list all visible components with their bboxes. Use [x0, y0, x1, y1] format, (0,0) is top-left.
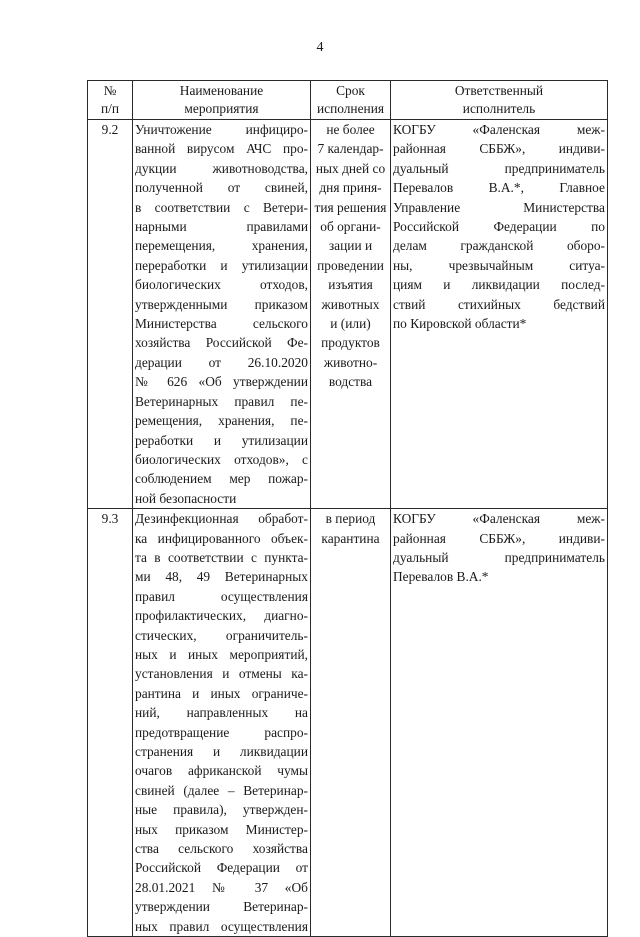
text-line: в соответствии с Ветери-: [135, 199, 308, 215]
text-line: очагов африканской чумы: [135, 763, 308, 779]
text-line: утверждении Ветеринар-: [135, 899, 308, 915]
text-line: в период: [325, 511, 376, 527]
header-resp: [391, 81, 608, 120]
responsible-executor: [391, 509, 608, 937]
text-line: дня приня-: [319, 180, 382, 196]
text-line: Уничтожение инфициро-: [135, 122, 308, 137]
text-line: 28.01.2021 № 37 «Об: [135, 879, 308, 895]
text-line: реработки и утилизации: [135, 432, 308, 448]
text-line: изъятия: [328, 277, 373, 293]
text-line: свиней (далее – Ветеринар-: [135, 782, 308, 798]
text-line: Министерства сельского: [135, 316, 308, 332]
responsible-executor: [391, 120, 608, 509]
text-line: перемещения, хранения,: [135, 238, 308, 254]
text-line: странения и ликвидации: [135, 744, 308, 759]
text-line: полученной от свиней,: [135, 180, 308, 196]
text-line: ных правил осуществления: [135, 918, 308, 934]
header-num: [88, 81, 133, 120]
text-line: ванной вирусом АЧС про-: [135, 141, 308, 157]
text-line: биологических отходов,: [135, 277, 308, 293]
table-row: [88, 120, 608, 509]
measure-name: [133, 509, 311, 937]
text-line: профилактических, диагно-: [135, 608, 308, 624]
text-line: Ветеринарных правил пе-: [135, 393, 308, 409]
text-line: переработки и утилизации: [135, 257, 308, 273]
text-line: ных приказом Министер-: [135, 821, 308, 837]
text-line: ные правила), утвержден-: [135, 802, 308, 818]
text-line: дуальный предприниматель: [393, 160, 605, 176]
text-line: ных и иных мероприятий,: [135, 646, 308, 662]
text-line: водства: [328, 374, 373, 390]
header-term: [311, 81, 391, 120]
text-line: карантина: [321, 530, 380, 546]
text-line: ремещения, хранения, пе-: [135, 413, 308, 429]
text-line: хозяйства Российской Фе-: [135, 335, 308, 351]
header-name-line: мероприятия: [184, 101, 259, 116]
text-line: соблюдением мер пожар-: [135, 471, 308, 487]
text-line: ства сельского хозяйства: [135, 841, 308, 857]
text-line: ной безопасности: [135, 490, 237, 506]
text-line: Российской Федерации от: [135, 860, 308, 876]
header-num-line: п/п: [100, 101, 120, 116]
text-line: об органи-: [320, 219, 381, 235]
text-line: и (или): [330, 316, 371, 332]
text-line: биологических отходов», с: [135, 451, 308, 467]
text-line: ны, чрезвычайным ситуа-: [393, 257, 605, 273]
header-term-line: Срок: [336, 83, 365, 98]
header-resp-line: исполнитель: [462, 101, 536, 116]
execution-term: [311, 120, 391, 509]
text-line: правил осуществления: [135, 588, 308, 604]
text-line: Перевалов В.А.*: [393, 569, 489, 585]
text-line: делам гражданской оборо-: [393, 238, 605, 254]
text-line: нарными правилами: [135, 219, 308, 235]
execution-term: [311, 509, 391, 937]
table-header-row: [88, 81, 608, 120]
text-line: ка инфицированного объек-: [135, 530, 308, 546]
text-line: Российской Федерации по: [393, 219, 605, 235]
text-line: дерации от 26.10.2020: [135, 354, 308, 370]
text-line: ствий стихийных бедствий: [393, 296, 605, 312]
text-line: тия решения: [314, 199, 387, 215]
table-row: [88, 509, 608, 937]
measures-table: [87, 80, 608, 937]
text-line: Перевалов В.А.*, Главное: [393, 180, 605, 196]
header-name-line: Наименование: [179, 83, 264, 98]
text-line: циям и ликвидации послед-: [393, 277, 605, 293]
text-line: КОГБУ «Фаленская меж-: [393, 511, 605, 527]
text-line: 7 календар-: [317, 141, 384, 157]
text-line: продуктов: [321, 335, 380, 351]
header-resp-line: Ответственный: [454, 83, 544, 98]
header-term-line: исполнения: [316, 101, 385, 116]
measure-name: [133, 120, 311, 509]
text-line: животно-: [323, 354, 378, 370]
text-line: проведении: [317, 257, 384, 273]
page-number: 4: [316, 40, 324, 55]
text-line: установления и отмены ка-: [135, 666, 308, 682]
text-line: рантина и иных ограниче-: [135, 685, 308, 701]
text-line: ми 48, 49 Ветеринарных: [135, 569, 308, 585]
row-number: 9.2: [88, 120, 133, 509]
text-line: КОГБУ «Фаленская меж-: [393, 122, 605, 137]
text-line: та в соответствии с пункта-: [135, 549, 308, 565]
text-line: предотвращение распро-: [135, 724, 308, 740]
text-line: ний, направленных на: [135, 705, 308, 721]
text-line: дуальный предприниматель: [393, 549, 605, 565]
text-line: Управление Министерства: [393, 199, 605, 215]
header-name: [133, 81, 311, 120]
row-number: 9.3: [88, 509, 133, 937]
text-line: не более: [326, 122, 375, 137]
text-line: дукции животноводства,: [135, 160, 308, 176]
text-line: районная СББЖ», индиви-: [393, 141, 605, 157]
text-line: утвержденными приказом: [135, 296, 308, 312]
text-line: зации и: [328, 238, 373, 254]
header-num-line: №: [103, 83, 117, 98]
text-line: по Кировской области*: [393, 316, 527, 332]
text-line: № 626 «Об утверждении: [135, 374, 308, 390]
text-line: районная СББЖ», индиви-: [393, 530, 605, 546]
text-line: ных дней со: [315, 160, 386, 176]
text-line: стических, ограничитель-: [135, 627, 308, 643]
text-line: животных: [321, 296, 380, 312]
text-line: Дезинфекционная обработ-: [135, 511, 308, 527]
